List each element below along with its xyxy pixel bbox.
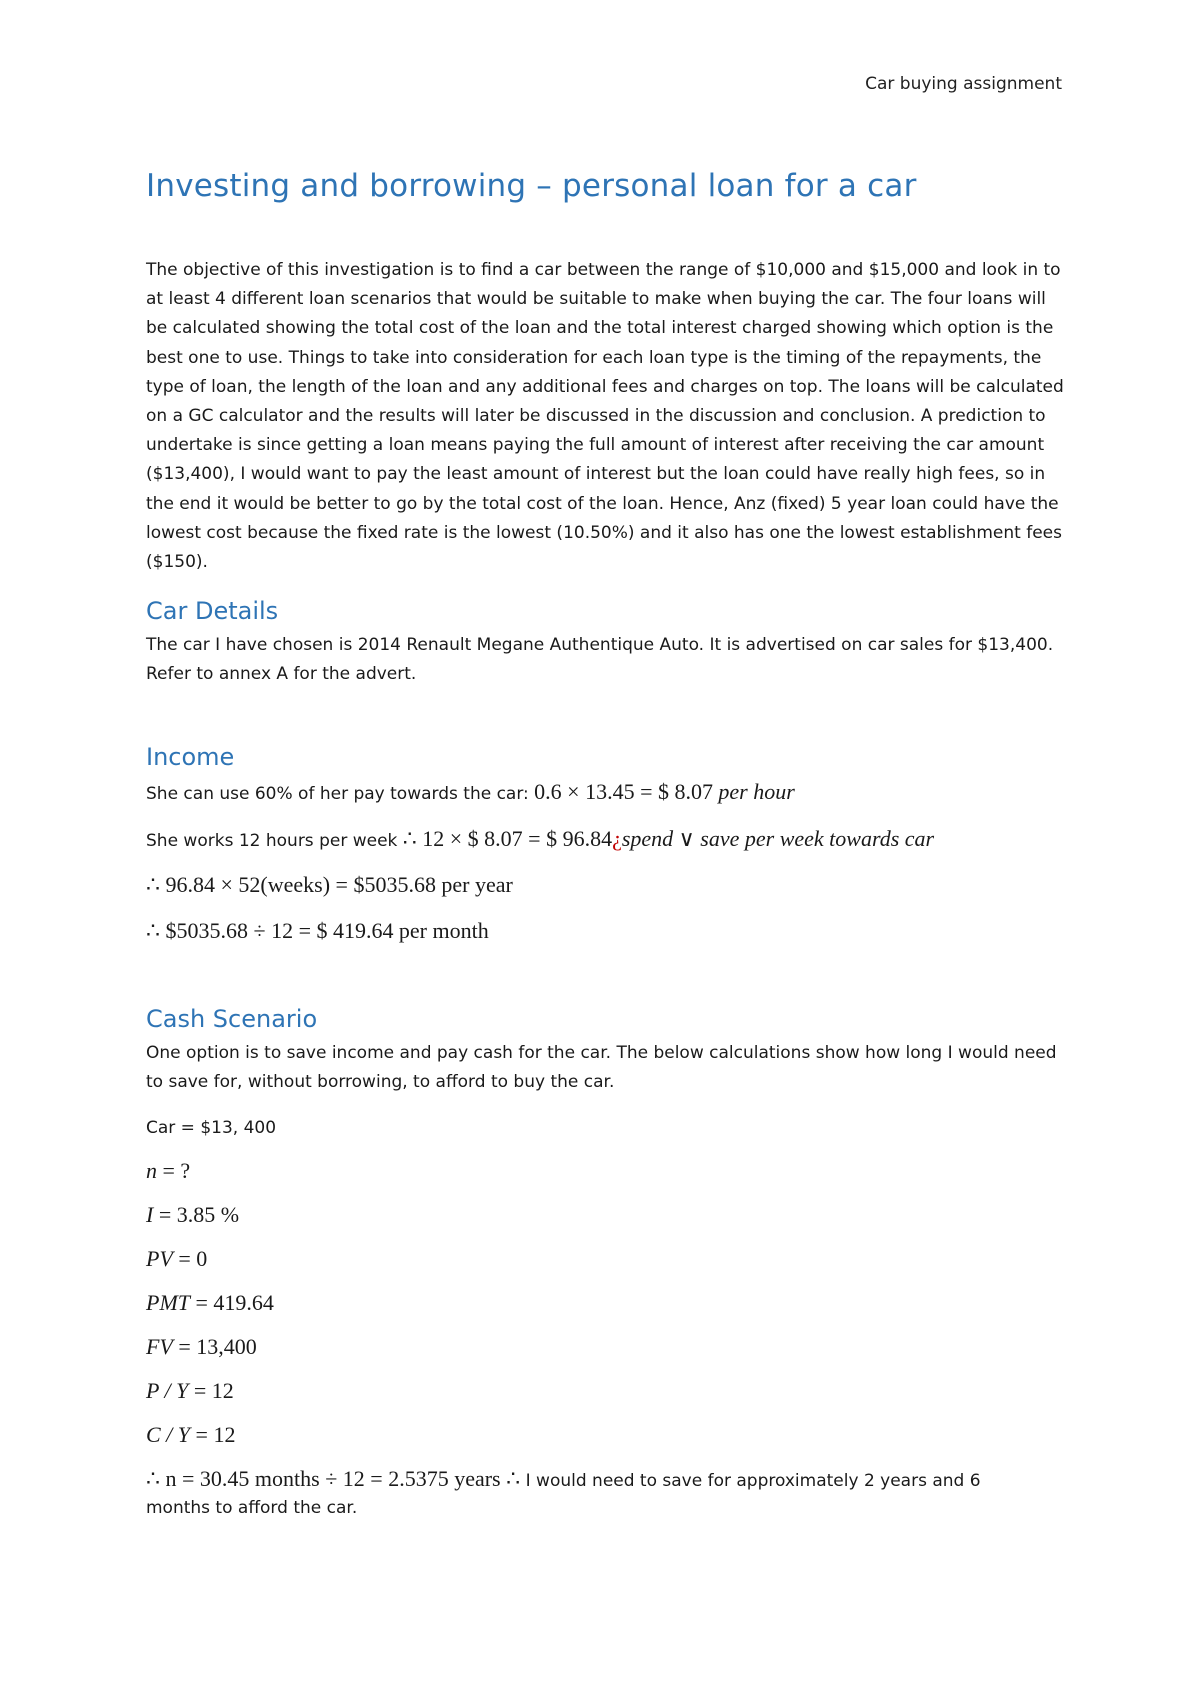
income-line-3-math: ∴ 96.84 × 52( <box>146 872 268 897</box>
cash-result-line-1 <box>146 1466 981 1492</box>
cash-scenario-paragraph: One option is to save income and pay cash for the car. The below calculations show how long I would need to save for, without borrowing, to afford to buy the car. <box>146 1043 1057 1093</box>
income-heading: Income <box>146 743 235 771</box>
income-line-4-math: ∴ $5035.68 ÷ 12 = $ 419.64 <box>146 918 394 943</box>
income-line-3-rest: ) = $5035.68 <box>322 872 436 897</box>
tvm-i-val: = 3.85 % <box>153 1202 240 1227</box>
income-line-1-math: 0.6 × 13.45 = $ 8.07 <box>534 779 713 804</box>
tvm-cy <box>146 1422 235 1448</box>
tvm-fv-var: FV <box>146 1334 173 1359</box>
income-line-2-unit: spend ∨ save per week towards car <box>621 826 935 851</box>
car-details-paragraph: The car I have chosen is 2014 Renault Megane Authentique Auto. It is advertised on car sales for $13,400. Refer to annex A for the advert. <box>146 635 1054 685</box>
tvm-n <box>146 1158 190 1184</box>
tvm-cy-val: = 12 <box>190 1422 236 1447</box>
cash-car-price: Car = $13, 400 <box>146 1118 277 1138</box>
income-line-4 <box>146 918 489 944</box>
page-title: Investing and borrowing – personal loan for a car <box>146 168 917 204</box>
car-details-heading: Car Details <box>146 597 279 625</box>
result-therefore-2: ∴ <box>500 1466 526 1491</box>
income-line-1-text: She can use 60% of her pay towards the car: <box>146 784 535 804</box>
income-line-3-weeks: weeks <box>267 872 323 897</box>
result-n-eq: = 30.45 <box>176 1466 255 1491</box>
result-therefore-1: ∴ <box>146 1466 166 1491</box>
result-text: I would need to save for approximately 2 years and 6 <box>525 1471 981 1491</box>
result-calc: ÷ 12 = 2.5375 <box>319 1466 455 1491</box>
tvm-n-var: n <box>146 1158 157 1183</box>
tvm-py-val: = 12 <box>188 1378 234 1403</box>
tvm-fv-val: = 13,400 <box>172 1334 257 1359</box>
income-line-2-math: ∴ 12 × $ 8.07 = $ 96.84 <box>402 826 613 851</box>
tvm-pv <box>146 1246 207 1272</box>
income-line-1 <box>146 779 795 805</box>
tvm-i-var: I <box>146 1202 154 1227</box>
tvm-pmt <box>146 1290 274 1316</box>
income-line-4-unit: per month <box>398 918 489 943</box>
income-line-2-text: She works 12 hours per week <box>146 831 403 851</box>
tvm-pmt-var: PMT <box>146 1290 190 1315</box>
tvm-fv <box>146 1334 257 1360</box>
tvm-cy-var: C / Y <box>146 1422 191 1447</box>
income-line-1-unit: per hour <box>718 779 795 804</box>
income-line-2 <box>146 826 934 852</box>
tvm-py-var: P / Y <box>146 1378 189 1403</box>
income-line-3 <box>146 872 513 898</box>
running-header: Car buying assignment <box>865 74 1062 94</box>
tvm-py <box>146 1378 234 1404</box>
income-line-3-unit: per year <box>441 872 513 897</box>
cash-scenario-heading: Cash Scenario <box>146 1005 318 1033</box>
intro-paragraph: The objective of this investigation is to find a car between the range of $10,000 and $15,000 and look in to at least 4 different loan scenarios that would be suitable to make when buying the car. The four loans will be calculated showing the total cost of the loan and the total interest charged showing which option is the best one to use. Things to take into consideration for each loan type is the timing of the repayments, the type of loan, the length of the loan and any additional fees and charges on top. The loans will be calculated on a GC calculator and the results will later be discussed in the discussion and conclusion. A prediction to undertake is since getting a loan means paying the full amount of interest after receiving the car amount ($13,400), I would want to pay the least amount of interest but the loan could have really high fees, so in the end it would be better to go by the total cost of the loan. Hence, Anz (fixed) 5 year loan could have the lowest cost because the fixed rate is the lowest (10.50%) and it also has one the lowest establishment fees ($150). <box>146 260 1064 573</box>
result-n-var: n <box>165 1466 177 1491</box>
income-line-2-glyph: ¿ <box>612 826 622 851</box>
cash-result-line-2: months to afford the car. <box>146 1498 358 1518</box>
tvm-n-val: = ? <box>157 1158 191 1183</box>
tvm-i <box>146 1202 239 1228</box>
tvm-pmt-val: = 419.64 <box>190 1290 274 1315</box>
result-years: years <box>454 1466 501 1491</box>
tvm-pv-var: PV <box>146 1246 173 1271</box>
result-months: months <box>254 1466 320 1491</box>
tvm-pv-val: = 0 <box>172 1246 208 1271</box>
